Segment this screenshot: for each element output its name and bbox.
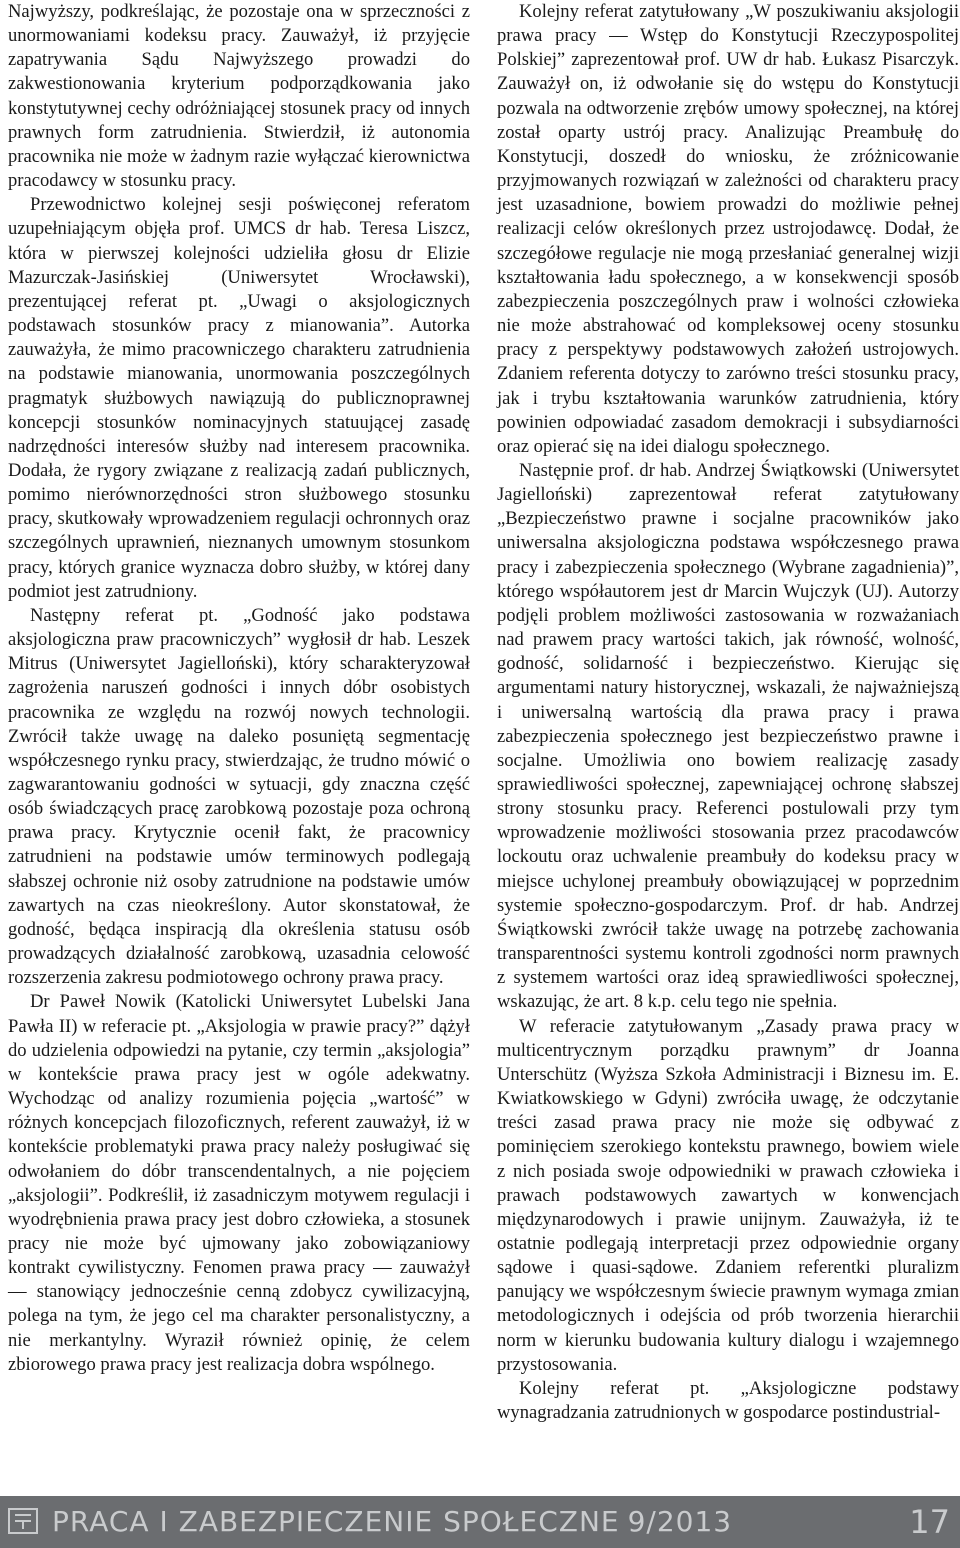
paragraph: W referacie zatytułowanym „Zasady prawa pracy w multicentrycznym porządku prawnym” dr Joanna Unterschütz (Wyższa Szkoła Administracji i Biznesu im. E. Kwiatkowskiego w Gdyni) zwróciła uwagę, że odczytanie treści zasad prawa pracy nie może się odbywać z pominięciem szerokiego kontekstu prawnego, bowiem wiele z nich posiada swoje odpowiedniki w prawach człowieka i prawach podstawowych zawartych w konwencjach międzynarodowych i prawie unijnym. Zauważyła, iż te ostatnie podlegają interpretacji przez odpowiednie organy sądowe i quasi-sądowe. Zdaniem referentki pluralizm panujący we współczesnym świecie prawnym wymaga zmian metodologicznych i odejścia od prób tworzenia hierarchii norm w kierunku budowania kultury dialogu i wzajemnego przystosowania.	[497, 1015, 959, 1375]
issue-number: 9/2013	[627, 1505, 733, 1538]
journal-name: PRACA I ZABEZPIECZENIE SPOŁECZNE	[52, 1505, 620, 1538]
paragraph: Dr Paweł Nowik (Katolicki Uniwersytet Lubelski Jana Pawła II) w referacie pt. „Aksjologia w prawie pracy?” dążył do udzielenia odpowiedzi na pytanie, czy termin „aksjologia” w kontekście prawa pracy jest w ogóle adekwatny. Wychodząc od analizy rozumienia pojęcia „wartość” w różnych koncepcjach filozoficznych, referent zauważył, iż w kontekście problematyki prawa pracy należy posługiwać się odwołaniem do dóbr transcendentalnych, a nie pojęciem „aksjologii”. Podkreślił, iż zasadniczym motywem regulacji i wyodrębnienia prawa pracy jest dobro człowieka, a stosunek pracy nie może być ujmowany jako zobowiązaniowy kontrakt cywilistyczny. Fenomen prawa pracy — zauważył — stanowiący jednocześnie cenną zdobycz cywilizacyjną, polega na tym, że jego cel ma charakter personalistyczny, a nie merkantylny. Wyraził również opinię, że celem zbiorowego prawa pracy jest realizacja dobra wspólnego.	[8, 991, 470, 1375]
paragraph: Kolejny referat pt. „Aksjologiczne podstawy wynagradzania zatrudnionych w gospodarce postindustrial-	[497, 1377, 959, 1424]
page-number: 17	[909, 1503, 950, 1541]
right-column	[497, 0, 959, 1425]
paragraph: Najwyższy, podkreślając, że pozostaje ona w sprzeczności z unormowaniami kodeksu pracy. Zauważył, iż przyjęcie zapatrywania Sądu Najwyższego prowadzi do zakwestionowania kryterium podporządkowania jako konstytutywnej cechy odróżniającej stosunek pracy od innych prawnych form zatrudnienia. Stwierdził, iż autonomia pracownika nie może w żadnym razie wyłączać kierownictwa pracodawcy w stosunku pracy.	[8, 1, 470, 192]
paragraph: Przewodnictwo kolejnej sesji poświęconej referatom uzupełniającym objęła prof. UMCS dr hab. Teresa Liszcz, która w pierwszej kolejności udzieliła głosu dr Elizie Mazurczak-Jasińskiej (Uniwersytet Wrocławski), prezentującej referat pt. „Uwagi o aksjologicznych podstawach stosunków pracy z mianowania”. Autorka zauważyła, że mimo pracowniczego charakteru zatrudnienia na podstawie mianowania, unormowania poszczególnych pragmatyk służbowych nawiązują do publicznoprawnej koncepcji stosunków nominacyjnych statuującej zasadę nadrzędności interesów służby nad interesem pracownika. Dodała, że rygory związane z realizacją zadań publicznych, pomimo nierównorzędności stron służbowego stosunku pracy, skutkowały wprowadzeniem regulacji ochronnych oraz szczególnych uprawnień, nieznanych umownym stosunkom pracy, których granice wyznacza dobro służby, w której dany podmiot jest zatrudniony.	[8, 194, 470, 602]
paragraph: Kolejny referat zatytułowany „W poszukiwaniu aksjologii prawa pracy — Wstęp do Konstytucji Rzeczypospolitej Polskiej” zaprezentował prof. UW dr hab. Łukasz Pisarczyk. Zauważył on, iż odwołanie się do wstępu do Konstytucji pozwala na odtworzenie zrębów umowy społecznej, na której został oparty ustrój pracy. Analizując Preambułę do Konstytucji, doszedł do wniosku, że zróżnicowanie przyjmowanych rozwiązań w zależności od charakteru pracy jest uzasadnione, bowiem prowadzi do możliwie pełnej realizacji celów określonych przez ustrojodawcę. Dodał, że szczegółowe regulacje nie mogą przesłaniać generalnej wizji kształtowania ładu społecznego, a w konsekwencji sposób zabezpieczenia poszczególnych praw i wolności człowieka nie może abstrahować od kompleksowej oceny stosunku pracy z perspektywy podstawowych założeń ustrojowych. Zdaniem referenta dotyczy to zarówno treści stosunku pracy, jak i trybu kształtowania warunków zatrudnienia, który powinien odpowiadać zasadom demokracji i subsydiarności oraz opierać się na idei dialogu społecznego.	[497, 1, 959, 457]
page-footer	[0, 1496, 960, 1548]
paragraph: Następnie prof. dr hab. Andrzej Świątkowski (Uniwersytet Jagielloński) zaprezentował referat zatytułowany „Bezpieczeństwo prawne i socjalne pracowników jako uniwersalna aksjologiczna podstawa współczesnego prawa pracy i zabezpieczenia społecznego (Wybrane zagadnienia)”, którego współautorem jest dr Marcin Wujczyk (UJ). Autorzy podjęli problem możliwości zastosowania w rozważaniach nad prawem pracy wartości takich, jak równość, wolność, godność, solidarność i bezpieczeństwo. Kierując się argumentami natury historycznej, wskazali, że najważniejszą i uniwersalną wartością dla prawa pracy i prawa zabezpieczenia społecznego jest bezpieczeństwo prawne i socjalne. Umożliwia ono bowiem realizację zasady sprawiedliwości społecznej, zapewniającej ochronę słabszej strony stosunku pracy. Referenci postulowali przy tym wprowadzenie możliwości stosowania przez pracodawców lockoutu oraz uchwalenie preambuły do kodeksu pracy w miejsce uchylonej preambuły obowiązującej w poprzednim systemie społeczno-gospodarczym. Prof. dr hab. Andrzej Świątkowski zwrócił także uwagę na potrzebę zachowania transparentności systemu kontroli zgodności norm prawnych z systemem wartości oraz ideą sprawiedliwości społecznej, wskazując, że art. 8 k.p. celu tego nie spełnia.	[497, 459, 959, 1013]
left-column	[8, 0, 470, 1377]
paragraph: Następny referat pt. „Godność jako podstawa aksjologiczna praw pracowniczych” wygłosił dr hab. Leszek Mitrus (Uniwersytet Jagielloński), który scharakteryzował zagrożenia naruszeń godności i innych dóbr osobistych pracownika ze względu na rozwój nowych technologii. Zwrócił także uwagę na daleko posuniętą segmentację współczesnego rynku pracy, stwierdzając, że trudno mówić o zagwarantowaniu godności w sytuacji, gdy znaczna część osób świadczących pracę zarobkową pozostaje poza ochroną prawa pracy. Krytycznie ocenił fakt, że pracownicy zatrudnieni na podstawie umów terminowych podlegają słabszej ochronie niż osoby zatrudnione na podstawie umów zawartych na czas nieokreślony. Autor skonstatował, że godność, będąca inspiracją dla określenia statusu osób prowadzących działalność zarobkową, uzasadnia celowość rozszerzenia zakresu podmiotowego ochrony prawa pracy.	[8, 604, 470, 989]
journal-title	[52, 1502, 732, 1542]
journal-logo-icon	[8, 1508, 38, 1534]
